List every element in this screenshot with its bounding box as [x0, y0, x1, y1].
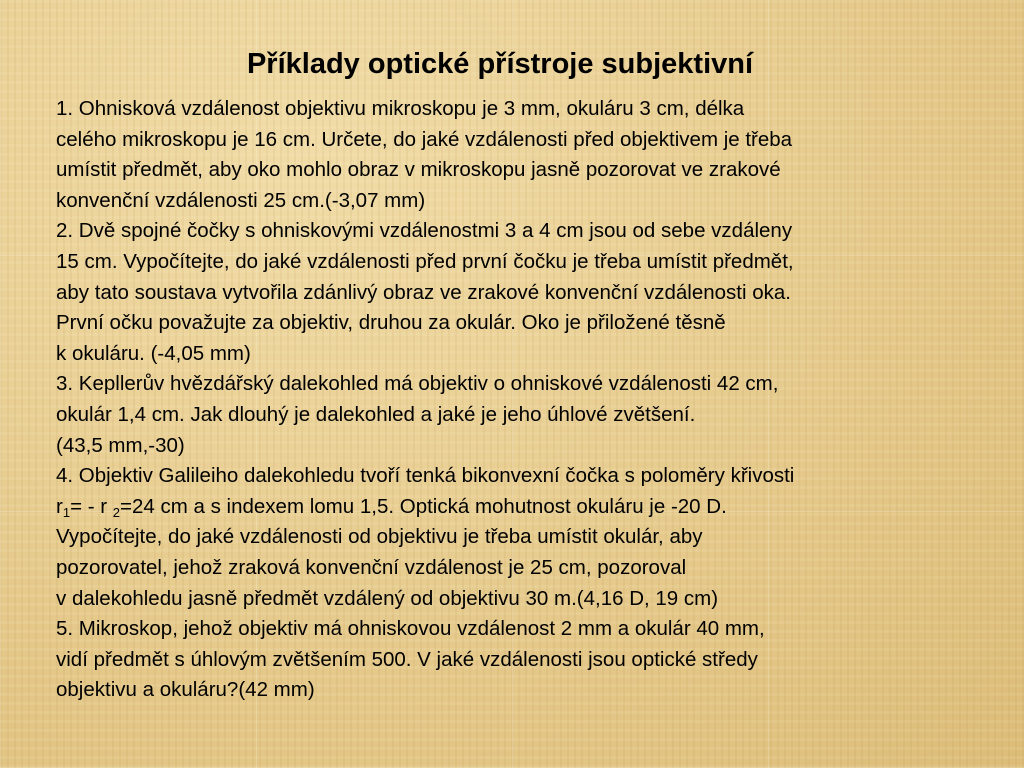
body-line: 5. Mikroskop, jehož objektiv má ohniskovou vzdálenost 2 mm a okulár 40 mm,: [56, 617, 765, 641]
radius-r1-subscript: 1: [62, 504, 71, 520]
body-line: První očku považujte za objektiv, druhou za okulár. Oko je přiložené těsně: [56, 311, 726, 335]
body-line: konvenční vzdálenosti 25 cm.(-3,07 mm): [56, 188, 426, 212]
body-line: 1. Ohnisková vzdálenost objektivu mikroskopu je 3 mm, okuláru 3 cm, délka: [56, 97, 745, 120]
body-line: 4. Objektiv Galileiho dalekohledu tvoří tenká bikonvexní čočka s poloměry křivosti: [56, 464, 795, 488]
body-line: pozorovatel, jehož zraková konvenční vzdálenost je 25 cm, pozoroval: [56, 555, 687, 579]
radius-r2-subscript: 2: [112, 504, 121, 520]
body-line: umístit předmět, aby oko mohlo obraz v mikroskopu jasně pozorovat ve zrakové: [56, 158, 781, 182]
body-line: (43,5 mm,-30): [56, 433, 185, 457]
slide-title: Příklady optické přístroje subjektivní: [246, 48, 754, 80]
body-line: 15 cm. Vypočítejte, do jaké vzdálenosti před první čočku je třeba umístit předmět,: [56, 249, 794, 273]
body-line: 3. Kepllerův hvězdářský dalekohled má objektiv o ohniskové vzdálenosti 42 cm,: [56, 372, 779, 396]
body-line: vidí předmět s úhlovým zvětšením 500. V jaké vzdálenosti jsou optické středy: [56, 647, 758, 671]
radius-line: [56, 492, 996, 523]
radius-line-rest: =24 cm a s indexem lomu 1,5. Optická mohutnost okuláru je -20 D.: [120, 494, 727, 518]
body-line: v dalekohledu jasně předmět vzdálený od objektivu 30 m.(4,16 D, 19 cm): [56, 586, 719, 610]
radius-equals-minus-r: = - r: [70, 494, 113, 518]
body-line: 2. Dvě spojné čočky s ohniskovými vzdálenostmi 3 a 4 cm jsou od sebe vzdáleny: [56, 219, 793, 243]
radius-r1-symbol: r: [56, 494, 63, 518]
body-line: Vypočítejte, do jaké vzdálenosti od objektivu je třeba umístit okulár, aby: [56, 525, 703, 549]
body-line: okulár 1,4 cm. Jak dlouhý je dalekohled a jaké je jeho úhlové zvětšení.: [56, 402, 696, 426]
body-line: celého mikroskopu je 16 cm. Určete, do jaké vzdálenosti před objektivem je třeba: [56, 127, 793, 151]
slide-body: [56, 94, 996, 706]
body-line: objektivu a okuláru?(42 mm): [56, 678, 315, 702]
body-line: aby tato soustava vytvořila zdánlivý obraz ve zrakové konvenční vzdálenosti oka.: [56, 280, 791, 304]
body-line: k okuláru. (-4,05 mm): [56, 341, 251, 365]
